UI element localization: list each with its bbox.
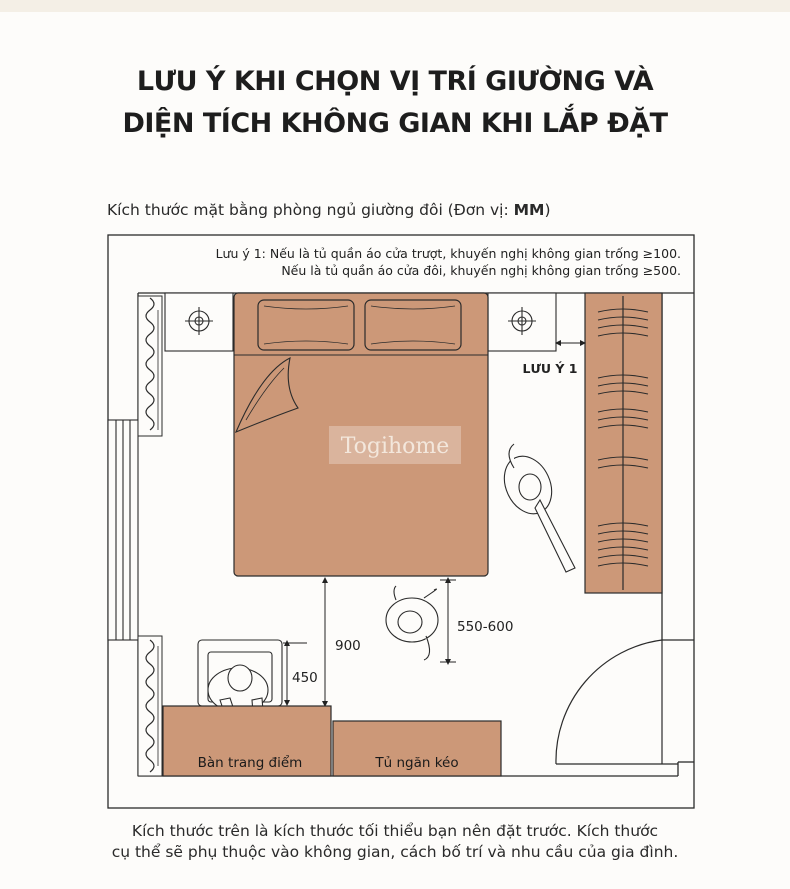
dressing-table-label: Bàn trang điểm bbox=[197, 755, 303, 771]
door bbox=[556, 640, 678, 764]
drawer-cabinet bbox=[333, 721, 501, 776]
watermark-text: Togihome bbox=[340, 434, 450, 459]
plan-caption-text: Kích thước mặt bằng phòng ngủ giường đôi (Đơn vị: bbox=[107, 201, 514, 219]
person-below-bed-icon bbox=[386, 586, 438, 660]
page-title-line-1: LƯU Ý KHI CHỌN VỊ TRÍ GIƯỜNG VÀ bbox=[136, 66, 654, 97]
window bbox=[108, 420, 138, 640]
person-near-wardrobe-icon bbox=[495, 444, 575, 572]
dim-900-label: 900 bbox=[335, 638, 361, 654]
wardrobe bbox=[585, 293, 662, 593]
double-bed bbox=[234, 293, 488, 576]
page-title-line-2: DIỆN TÍCH KHÔNG GIAN KHI LẮP ĐẶT bbox=[122, 108, 668, 139]
note-line-1: Lưu ý 1: Nếu là tủ quần áo cửa trượt, khuyến nghị không gian trống ≥100. bbox=[215, 246, 681, 261]
footer-line-2: cụ thể sẽ phụ thuộc vào không gian, cách bố trí và nhu cầu của gia đình. bbox=[111, 843, 679, 861]
curtain-top bbox=[138, 296, 162, 436]
curtain-bottom bbox=[138, 636, 162, 776]
note-1-marker: LƯU Ý 1 bbox=[522, 361, 578, 376]
plan-caption-unit: MM bbox=[513, 201, 545, 219]
dim-550-600-label: 550-600 bbox=[457, 619, 514, 635]
note-line-2: Nếu là tủ quần áo cửa đôi, khuyến nghị không gian trống ≥500. bbox=[281, 263, 681, 278]
footer-line-1: Kích thước trên là kích thước tối thiểu bạn nên đặt trước. Kích thước bbox=[131, 822, 659, 840]
plan-caption-close: ) bbox=[544, 201, 551, 219]
drawer-cabinet-label: Tủ ngăn kéo bbox=[375, 755, 459, 771]
dressing-table bbox=[163, 706, 331, 776]
dim-450-label: 450 bbox=[292, 670, 318, 686]
